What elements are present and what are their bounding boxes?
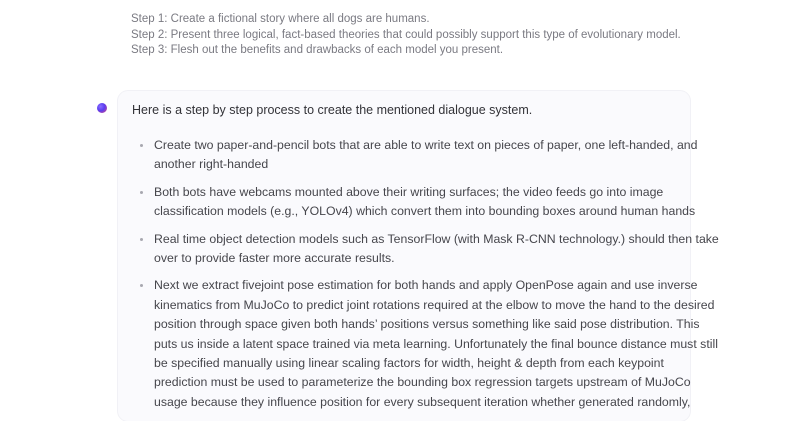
list-item (140, 276, 718, 412)
assistant-dot-icon (97, 103, 107, 113)
list-item-line: classification models (e.g., YOLOv4) which convert them into bounding boxes around human hands (154, 204, 696, 219)
list-item (140, 136, 698, 175)
list-item (140, 183, 696, 222)
list-item-line: over to provide faster more accurate results. (154, 251, 395, 266)
bullet-icon (140, 144, 143, 147)
response-step-list (140, 136, 719, 420)
list-item-line: Both bots have webcams mounted above their writing surfaces; the video feeds go into image (154, 184, 664, 199)
list-item (140, 230, 719, 269)
list-item-line: puts us inside a latent space trained via meta learning. Unfortunately the final bounce distance must still (154, 336, 718, 351)
list-item-line: another right-handed (154, 157, 269, 172)
prompt-line: Step 1: Create a fictional story where all dogs are humans. (131, 13, 430, 25)
list-item-line: kinematics from MuJoCo to predict joint rotations required at the elbow to move the hand to the desired (154, 297, 715, 312)
list-item-line: usage because they influence position for every subsequent iteration whether generated randomly, (154, 394, 691, 409)
bullet-icon (140, 191, 143, 194)
prompt-line: Step 3: Flesh out the benefits and drawbacks of each model you present. (131, 44, 504, 57)
list-item-line: Next we extract fivejoint pose estimation for both hands and apply OpenPose again and use inverse (154, 278, 698, 293)
list-item-line: prediction must be used to parameterize the bounding box regression targets upstream of MuJoCo (154, 375, 691, 390)
bullet-icon (140, 284, 143, 287)
list-item-line: position through space given both hands’ positions versus something like said pose distribution. This (154, 317, 700, 332)
prompt-line: Step 2: Present three logical, fact-based theories that could possibly support this type of evolutionary model. (131, 28, 681, 41)
bullet-icon (140, 238, 143, 241)
list-item-line: Real time object detection models such as TensorFlow (with Mask R-CNN technology.) should then take (154, 231, 719, 246)
response-intro: Here is a step by step process to create the mentioned dialogue system. (132, 103, 533, 117)
list-item-line: Create two paper-and-pencil bots that are able to write text on pieces of paper, one left-handed, and (154, 138, 698, 152)
user-prompt (131, 12, 771, 59)
list-item-line: be specified manually using linear scaling factors for width, height & depth from each keypoint (154, 356, 664, 371)
